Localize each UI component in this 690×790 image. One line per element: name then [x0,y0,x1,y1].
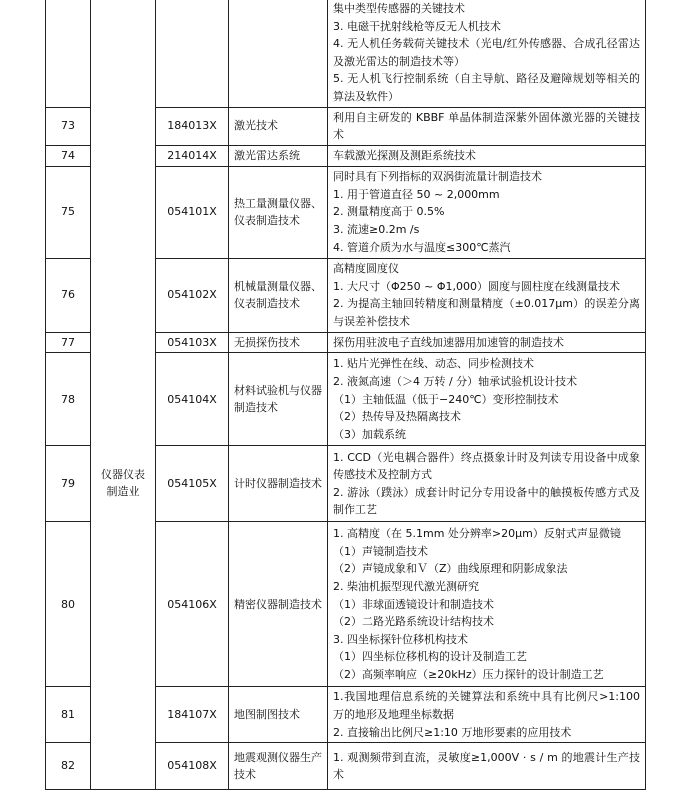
detail-line: 1. 贴片光弹性在线、动态、同步检测技术 [333,357,534,371]
row-number: 76 [46,258,91,332]
tech-detail [328,522,646,687]
detail-line: 2. 游泳（蹼泳）成套计时记分专用设备中的触摸板传感方式及制作工艺 [333,485,640,517]
detail-line: 高精度圆度仪 [333,262,399,276]
detail-line: 4. 管道介质为水与温度≤300℃蒸汽 [333,240,511,254]
tech-code: 054101X [156,166,229,258]
detail-line: 1. 观测频带到直流，灵敏度≥1,000V · s / m 的地震计生产技术 [333,750,640,782]
tech-detail [328,107,646,145]
tech-detail [328,145,646,166]
tech-name: 材料试验机与仪器制造技术 [229,353,328,446]
tech-catalog-table [45,0,646,790]
detail-line: （2）二路光路系统设计结构技术 [333,615,494,629]
detail-line: 3. 电磁干扰射线枪等反无人机技术 [333,19,501,33]
detail-line: （1）主轴低温（低于−240℃）变形控制技术 [333,392,559,406]
row-number: 82 [46,743,91,790]
detail-line: 1. 用于管道直径 50 ~ 2,000mm [333,187,500,201]
tech-code: 214014X [156,145,229,166]
tech-code [156,0,229,107]
tech-name: 地震观测仪器生产技术 [229,743,328,790]
detail-line: 2. 为提高主轴回转精度和测量精度（±0.017μm）的误差分离与误差补偿技术 [333,297,640,328]
tech-detail [328,353,646,446]
detail-line: 车载激光探测及测距系统技术 [333,148,476,162]
tech-name: 激光技术 [229,107,328,145]
row-number: 80 [46,522,91,687]
detail-line: （1）声镜制造技术 [333,544,428,558]
detail-line: 1. 大尺寸（Φ250 ~ Φ1,000）圆度与圆柱度在线测量技术 [333,279,621,293]
table-row [46,0,646,107]
detail-line: 3. 四坐标探针位移机构技术 [333,632,468,646]
tech-code: 054102X [156,258,229,332]
tech-code: 184107X [156,687,229,743]
row-number: 74 [46,145,91,166]
detail-line: （1）四坐标位移机构的设计及制造工艺 [333,650,527,664]
tech-code: 054106X [156,522,229,687]
row-number: 79 [46,446,91,522]
detail-line: 集中类型传感器的关键技术 [333,2,465,15]
row-number: 75 [46,166,91,258]
row-number: 81 [46,687,91,743]
tech-name [229,0,328,107]
row-number: 77 [46,332,91,353]
category-label: 仪器仪表制造业 [101,468,145,499]
detail-line: 1. CCD（光电耦合器件）终点摄象计时及判读专用设备中成象传感技术及控制方式 [333,450,640,482]
tech-detail [328,258,646,332]
tech-code: 054105X [156,446,229,522]
tech-name: 计时仪器制造技术 [229,446,328,522]
detail-line: 探伤用驻波电子直线加速器用加速管的制造技术 [333,335,564,349]
tech-name: 热工量测量仪器、仪表制造技术 [229,166,328,258]
detail-line: 2. 测量精度高于 0.5% [333,205,445,219]
tech-code: 054104X [156,353,229,446]
detail-line: 2. 柴油机振型现代激光测研究 [333,579,479,593]
tech-code: 054103X [156,332,229,353]
row-number [46,0,91,107]
row-number: 78 [46,353,91,446]
detail-line: （2）高频率响应（≥20kHz）压力探针的设计制造工艺 [333,667,604,681]
tech-name: 机械量测量仪器、仪表制造技术 [229,258,328,332]
detail-line: （1）非球面透镜设计和制造技术 [333,597,494,611]
tech-detail [328,446,646,522]
tech-detail [328,166,646,258]
detail-line: 4. 无人机任务载荷关键技术（光电/红外传感器、合成孔径雷达及激光雷达的制造技术等） [333,37,640,68]
detail-line: 利用自主研发的 KBBF 单晶体制造深紫外固体激光器的关键技术 [333,110,640,142]
tech-detail [328,687,646,743]
row-number: 73 [46,107,91,145]
tech-detail [328,743,646,790]
tech-code: 054108X [156,743,229,790]
tech-name: 激光雷达系统 [229,145,328,166]
detail-line: 5. 无人机飞行控制系统（自主导航、路径及避障规划等相关的算法及软件） [333,72,640,103]
tech-detail [328,332,646,353]
detail-line: （3）加载系统 [333,427,406,441]
tech-detail [328,0,646,107]
tech-name: 无损探伤技术 [229,332,328,353]
detail-line: （2）声镜成象和Ｖ（Z）曲线原理和阴影成象法 [333,562,568,576]
detail-line: 1.我国地理信息系统的关键算法和系统中具有比例尺>1:100 万的地形及地理坐标数据 [333,690,640,721]
tech-name: 精密仪器制造技术 [229,522,328,687]
detail-line: 2. 液氮高速（＞4 万转 / 分）轴承试验机设计技术 [333,374,578,388]
detail-line: 2. 直接输出比例尺≥1:10 万地形要素的应用技术 [333,725,572,739]
tech-name: 地图制图技术 [229,687,328,743]
tech-code: 184013X [156,107,229,145]
detail-line: 1. 高精度（在 5.1mm 处分辨率>20μm）反射式声显微镜 [333,527,621,541]
detail-line: 3. 流速≥0.2m /s [333,223,420,237]
detail-line: （2）热传导及热隔离技术 [333,410,461,424]
category-cell [91,0,156,790]
detail-line: 同时具有下列指标的双涡街流量计制造技术 [333,170,542,184]
